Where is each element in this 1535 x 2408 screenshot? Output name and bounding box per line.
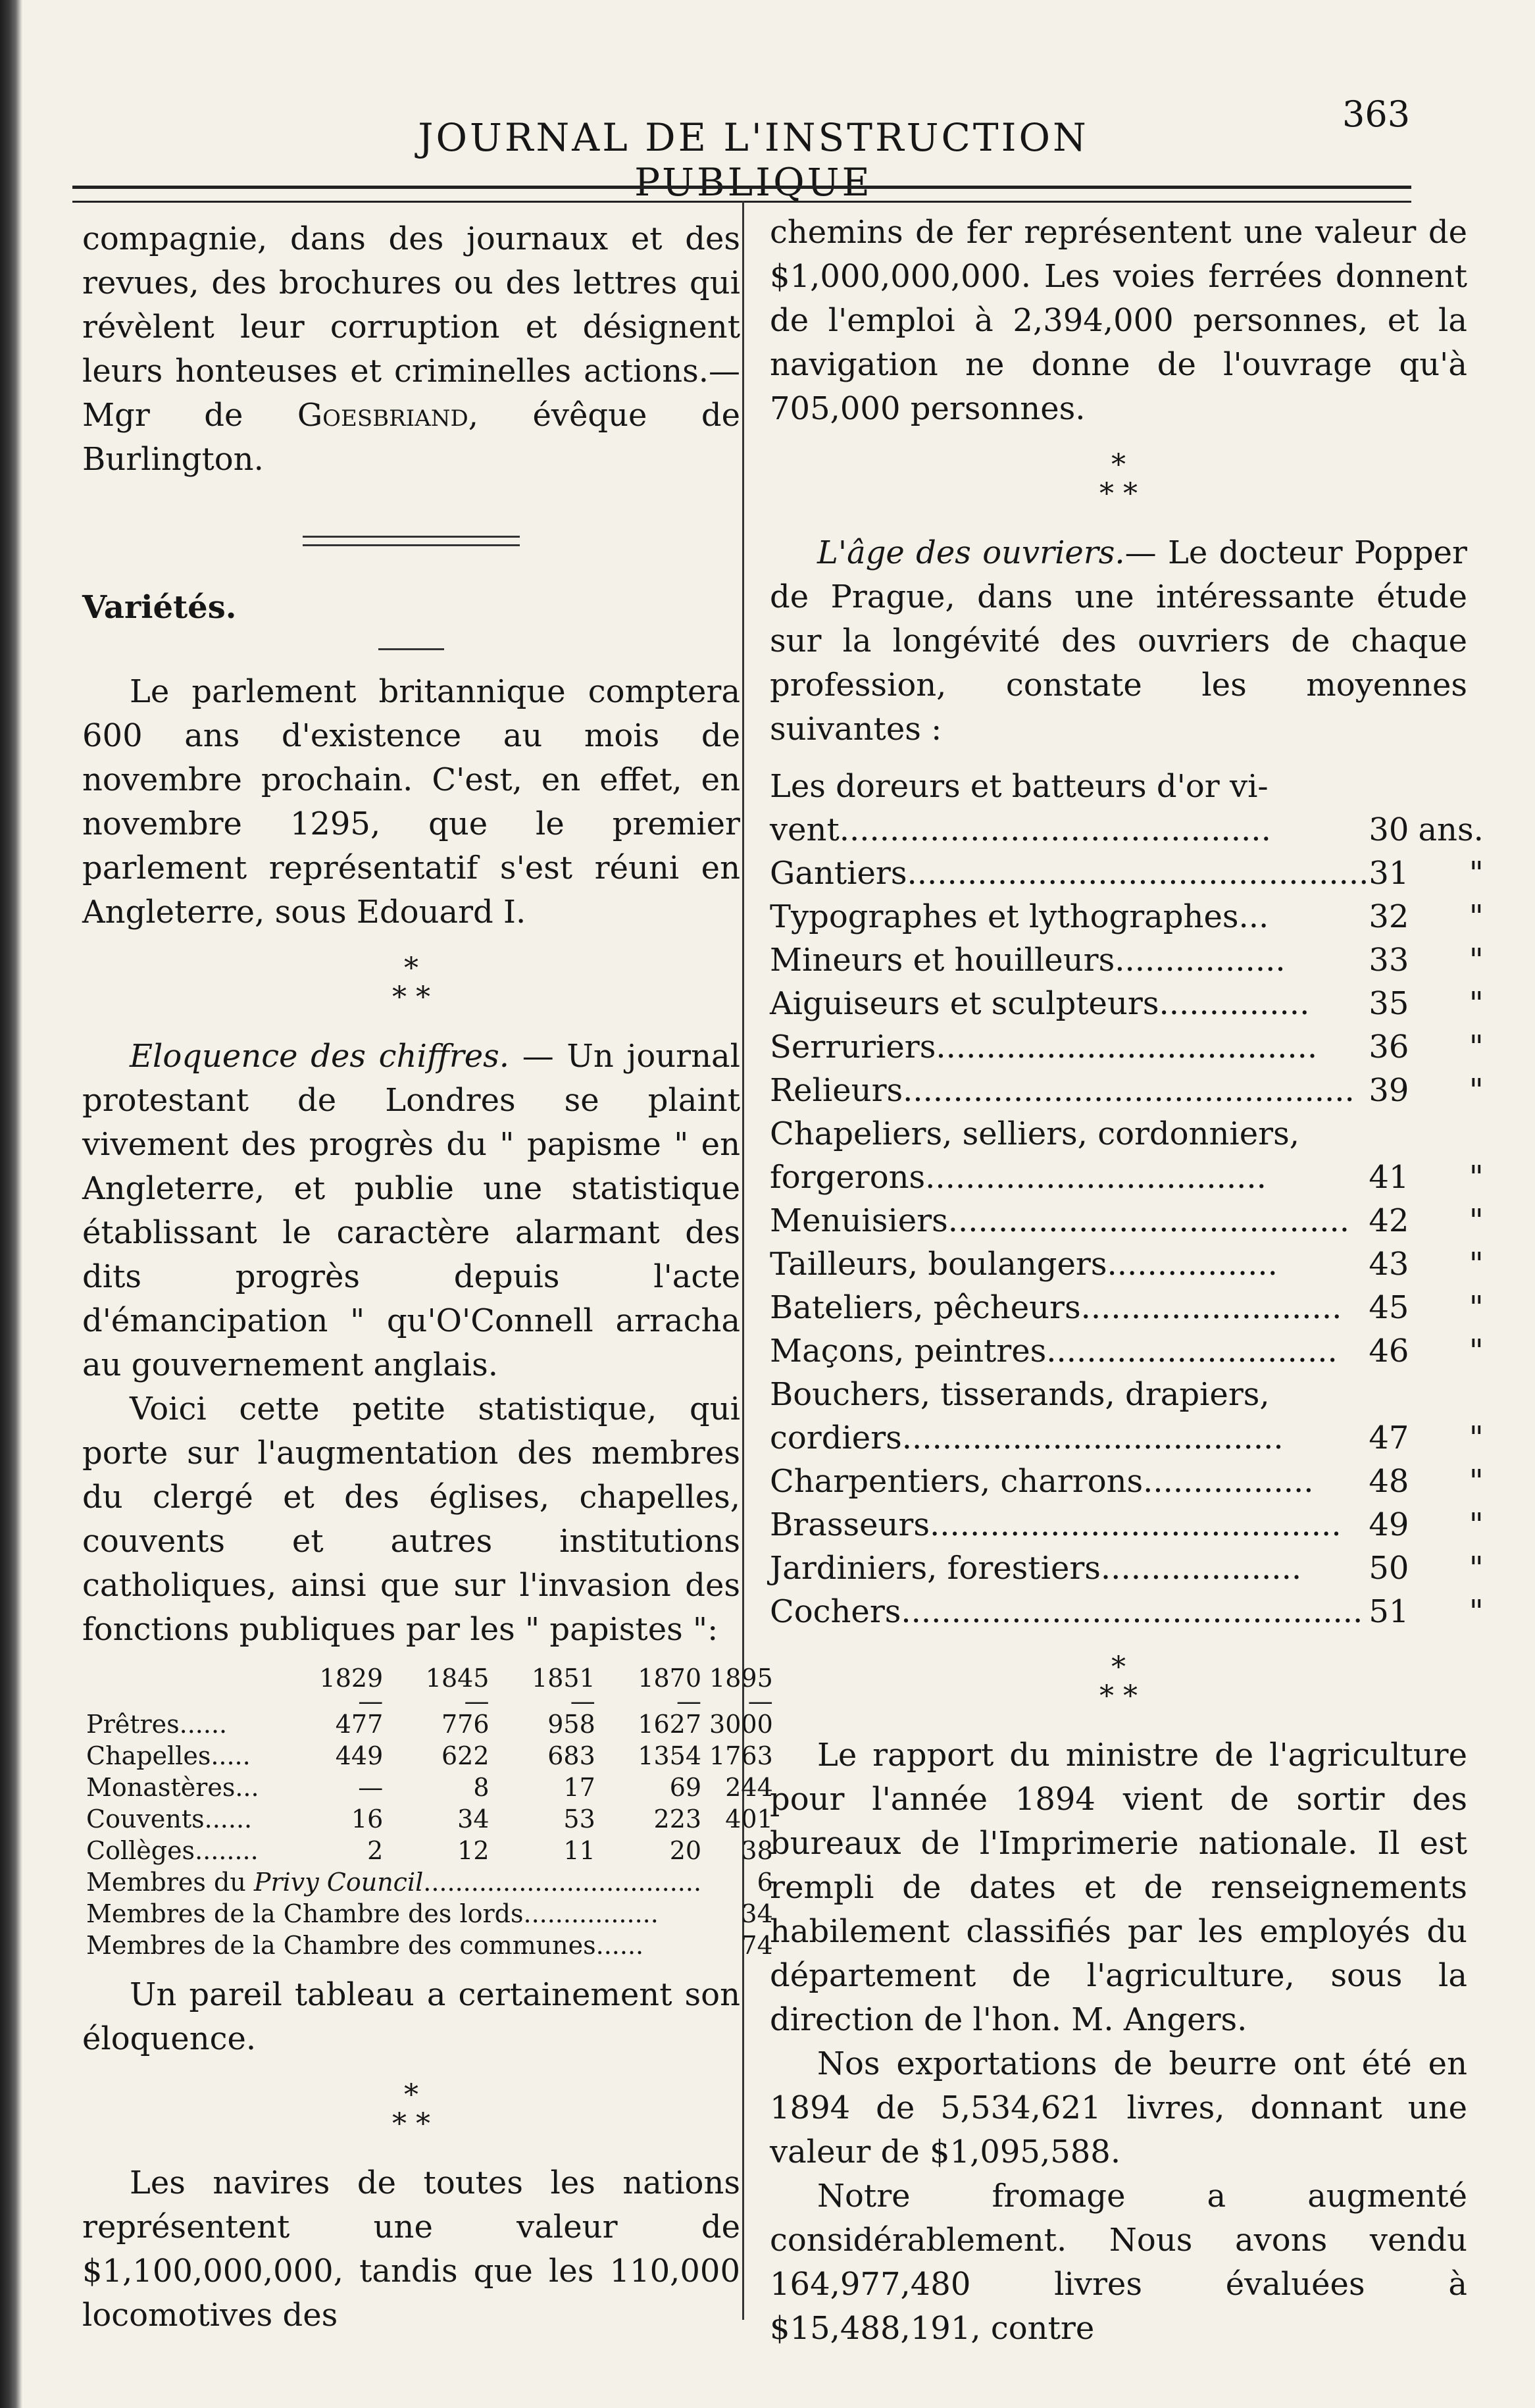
paragraph-exportations: Nos exportations de beurre ont été en 1894 de 5,534,621 livres, donnant une valeur de $1,095,588. xyxy=(770,2045,1467,2170)
paragraph-compagnie: compagnie, dans des journaux et des revues, des brochures ou des lettres qui révèlent leur corruption et désignent leurs honteuses et criminelles actions.— Mgr de Goesbriand, évêque de Burlington. xyxy=(82,220,740,478)
paragraph-eloquence: Eloquence des chiffres. — Un journal protestant de Londres se plaint vivement des progrès du " papisme " en Angleterre, et publie une statistique établissant le caractère alarmant des dits progrès depuis l'acte d'émancipation " qu'O'Connell arracha au gouvernement anglais. xyxy=(82,1038,740,1383)
paragraph-pareil: Un pareil tableau a certainement son éloquence. xyxy=(82,1976,740,2057)
asterism: * * * xyxy=(392,2078,430,2141)
paragraph-parlement: Le parlement britannique comptera 600 ans d'existence au mois de novembre prochain. C'est, en effet, en novembre 1295, que le premier parlement représentatif s'est réuni en Angleterre, sous Edouard I. xyxy=(82,673,740,931)
list-item: Menuisiers........................................ 42 " xyxy=(770,1202,1484,1239)
column-divider xyxy=(742,201,744,2320)
year-header: 1895 xyxy=(709,1664,773,1693)
section-heading-varietes: Variétés. xyxy=(82,589,237,626)
list-item: Aiguiseurs et sculpteurs............... 35 " xyxy=(770,985,1484,1022)
table-row: Membres du Privy Council................................... 6 xyxy=(86,1868,773,1897)
year-header: 1870 xyxy=(638,1664,702,1693)
list-item: Tailleurs, boulangers................. 43 " xyxy=(770,1246,1484,1283)
asterism: * * * xyxy=(1099,1651,1138,1713)
longevity-list xyxy=(770,765,1484,1633)
year-header: 1829 xyxy=(319,1664,384,1693)
binding-edge xyxy=(0,0,22,2408)
table-row: Collèges........ 2 12 11 20 38 xyxy=(86,1836,773,1865)
paragraph-voici: Voici cette petite statistique, qui porte sur l'augmentation des membres du clergé et des églises, chapelles, couvents et autres institutions catholiques, ainsi que sur l'invasion des fonctions publiques par les " papistes ": xyxy=(82,1391,740,1648)
author-name: Goesbriand xyxy=(297,397,468,434)
list-item: Jardiniers, forestiers.................... 50 " xyxy=(770,1550,1484,1587)
heading-rule xyxy=(378,648,444,650)
asterism: * * * xyxy=(1099,448,1138,511)
list-item: Charpentiers, charrons................. 48 " xyxy=(770,1463,1484,1500)
list-item-line: Bouchers, tisserands, drapiers, xyxy=(770,1376,1270,1413)
running-head: JOURNAL DE L'INSTRUCTION PUBLIQUE xyxy=(418,115,1089,205)
list-item: Relieurs............................................. 39 " xyxy=(770,1072,1484,1109)
article-title: Eloquence des chiffres. xyxy=(130,1038,510,1075)
list-item: Mineurs et houilleurs................. 33 " xyxy=(770,942,1484,979)
asterism: * * * xyxy=(392,952,430,1014)
list-item: Serruriers...................................... 36 " xyxy=(770,1029,1484,1065)
article-title: L'âge des ouvriers. xyxy=(817,534,1125,571)
paragraph-age-ouvriers: L'âge des ouvriers.— Le docteur Popper de Prague, dans une intéressante étude sur la longévité des ouvriers de chaque profession, constate les moyennes suivantes : xyxy=(770,534,1467,748)
paragraph-navires: Les navires de toutes les nations représentent une valeur de $1,100,000,000, tandis que les 110,000 locomotives des xyxy=(82,2165,740,2334)
list-item: Gantiers.............................................. 31 " xyxy=(770,855,1484,892)
table-row: Couvents...... 16 34 53 223 401 xyxy=(86,1805,773,1833)
page-number: 363 xyxy=(1342,93,1411,135)
left-column xyxy=(82,217,773,2338)
list-item: vent........................................... 30 ans. xyxy=(770,811,1484,848)
year-header: 1851 xyxy=(532,1664,595,1693)
list-item: Maçons, peintres............................. 46 " xyxy=(770,1333,1484,1370)
table-row: Prêtres...... 477 776 958 1627 3000 xyxy=(86,1710,773,1739)
list-item-line: Chapeliers, selliers, cordonniers, xyxy=(770,1115,1299,1152)
list-item: forgerons.................................. 41 " xyxy=(770,1159,1484,1196)
list-item: Brasseurs......................................... 49 " xyxy=(770,1506,1484,1543)
paragraph-fromage: Notre fromage a augmenté considérablement. Nous avons vendu 164,977,480 livres évaluées à $15,488,191, contre xyxy=(770,2178,1467,2347)
list-item: Bateliers, pêcheurs.......................... 45 " xyxy=(770,1289,1484,1326)
right-column xyxy=(770,211,1484,2351)
list-item: cordiers...................................... 47 " xyxy=(770,1420,1484,1456)
paragraph-rapport: Le rapport du ministre de l'agriculture pour l'année 1894 vient de sortir des bureaux de l'Imprimerie nationale. Il est rempli de dates et de renseignements habilement classifiés par les employés du département de l'agriculture, sous la direction de l'hon. M. Angers. xyxy=(770,1737,1467,2038)
section-double-rule xyxy=(303,536,520,546)
year-header: 1845 xyxy=(425,1664,490,1693)
list-item: Cochers.............................................. 51 " xyxy=(770,1593,1484,1630)
list-item-line: Les doreurs et batteurs d'or vi- xyxy=(770,768,1269,805)
table-row: Membres de la Chambre des lords................. 34 xyxy=(86,1899,773,1928)
paragraph-chemins: chemins de fer représentent une valeur de $1,000,000,000. Les voies ferrées donnent de l'emploi à 2,394,000 personnes, et la navigation ne donne de l'ouvrage qu'à 705,000 personnes. xyxy=(770,214,1467,427)
table-row: Chapelles..... 449 622 683 1354 1763 xyxy=(86,1741,773,1770)
statistics-table: 1829 1845 1851 1870 1895 — — — — — Prêtres...... 477 776 958 1627 3000 Chapelles..... 449 622 683 1354 1763 Monastères... — 8 17 69 244 Couvents...... 16 34 53 223 401 Collèges........ 2 12 11 20 38 Membres du Privy Council................................... 6 Membres de la Chambre des lords................. 34 Membres de la Chambre des communes...... 74 xyxy=(82,1662,777,1961)
table-row: Monastères... — 8 17 69 244 xyxy=(86,1773,773,1802)
table-row: Membres de la Chambre des communes...... 74 xyxy=(86,1931,773,1960)
list-item: Typographes et lythographes... 32 " xyxy=(770,898,1484,935)
